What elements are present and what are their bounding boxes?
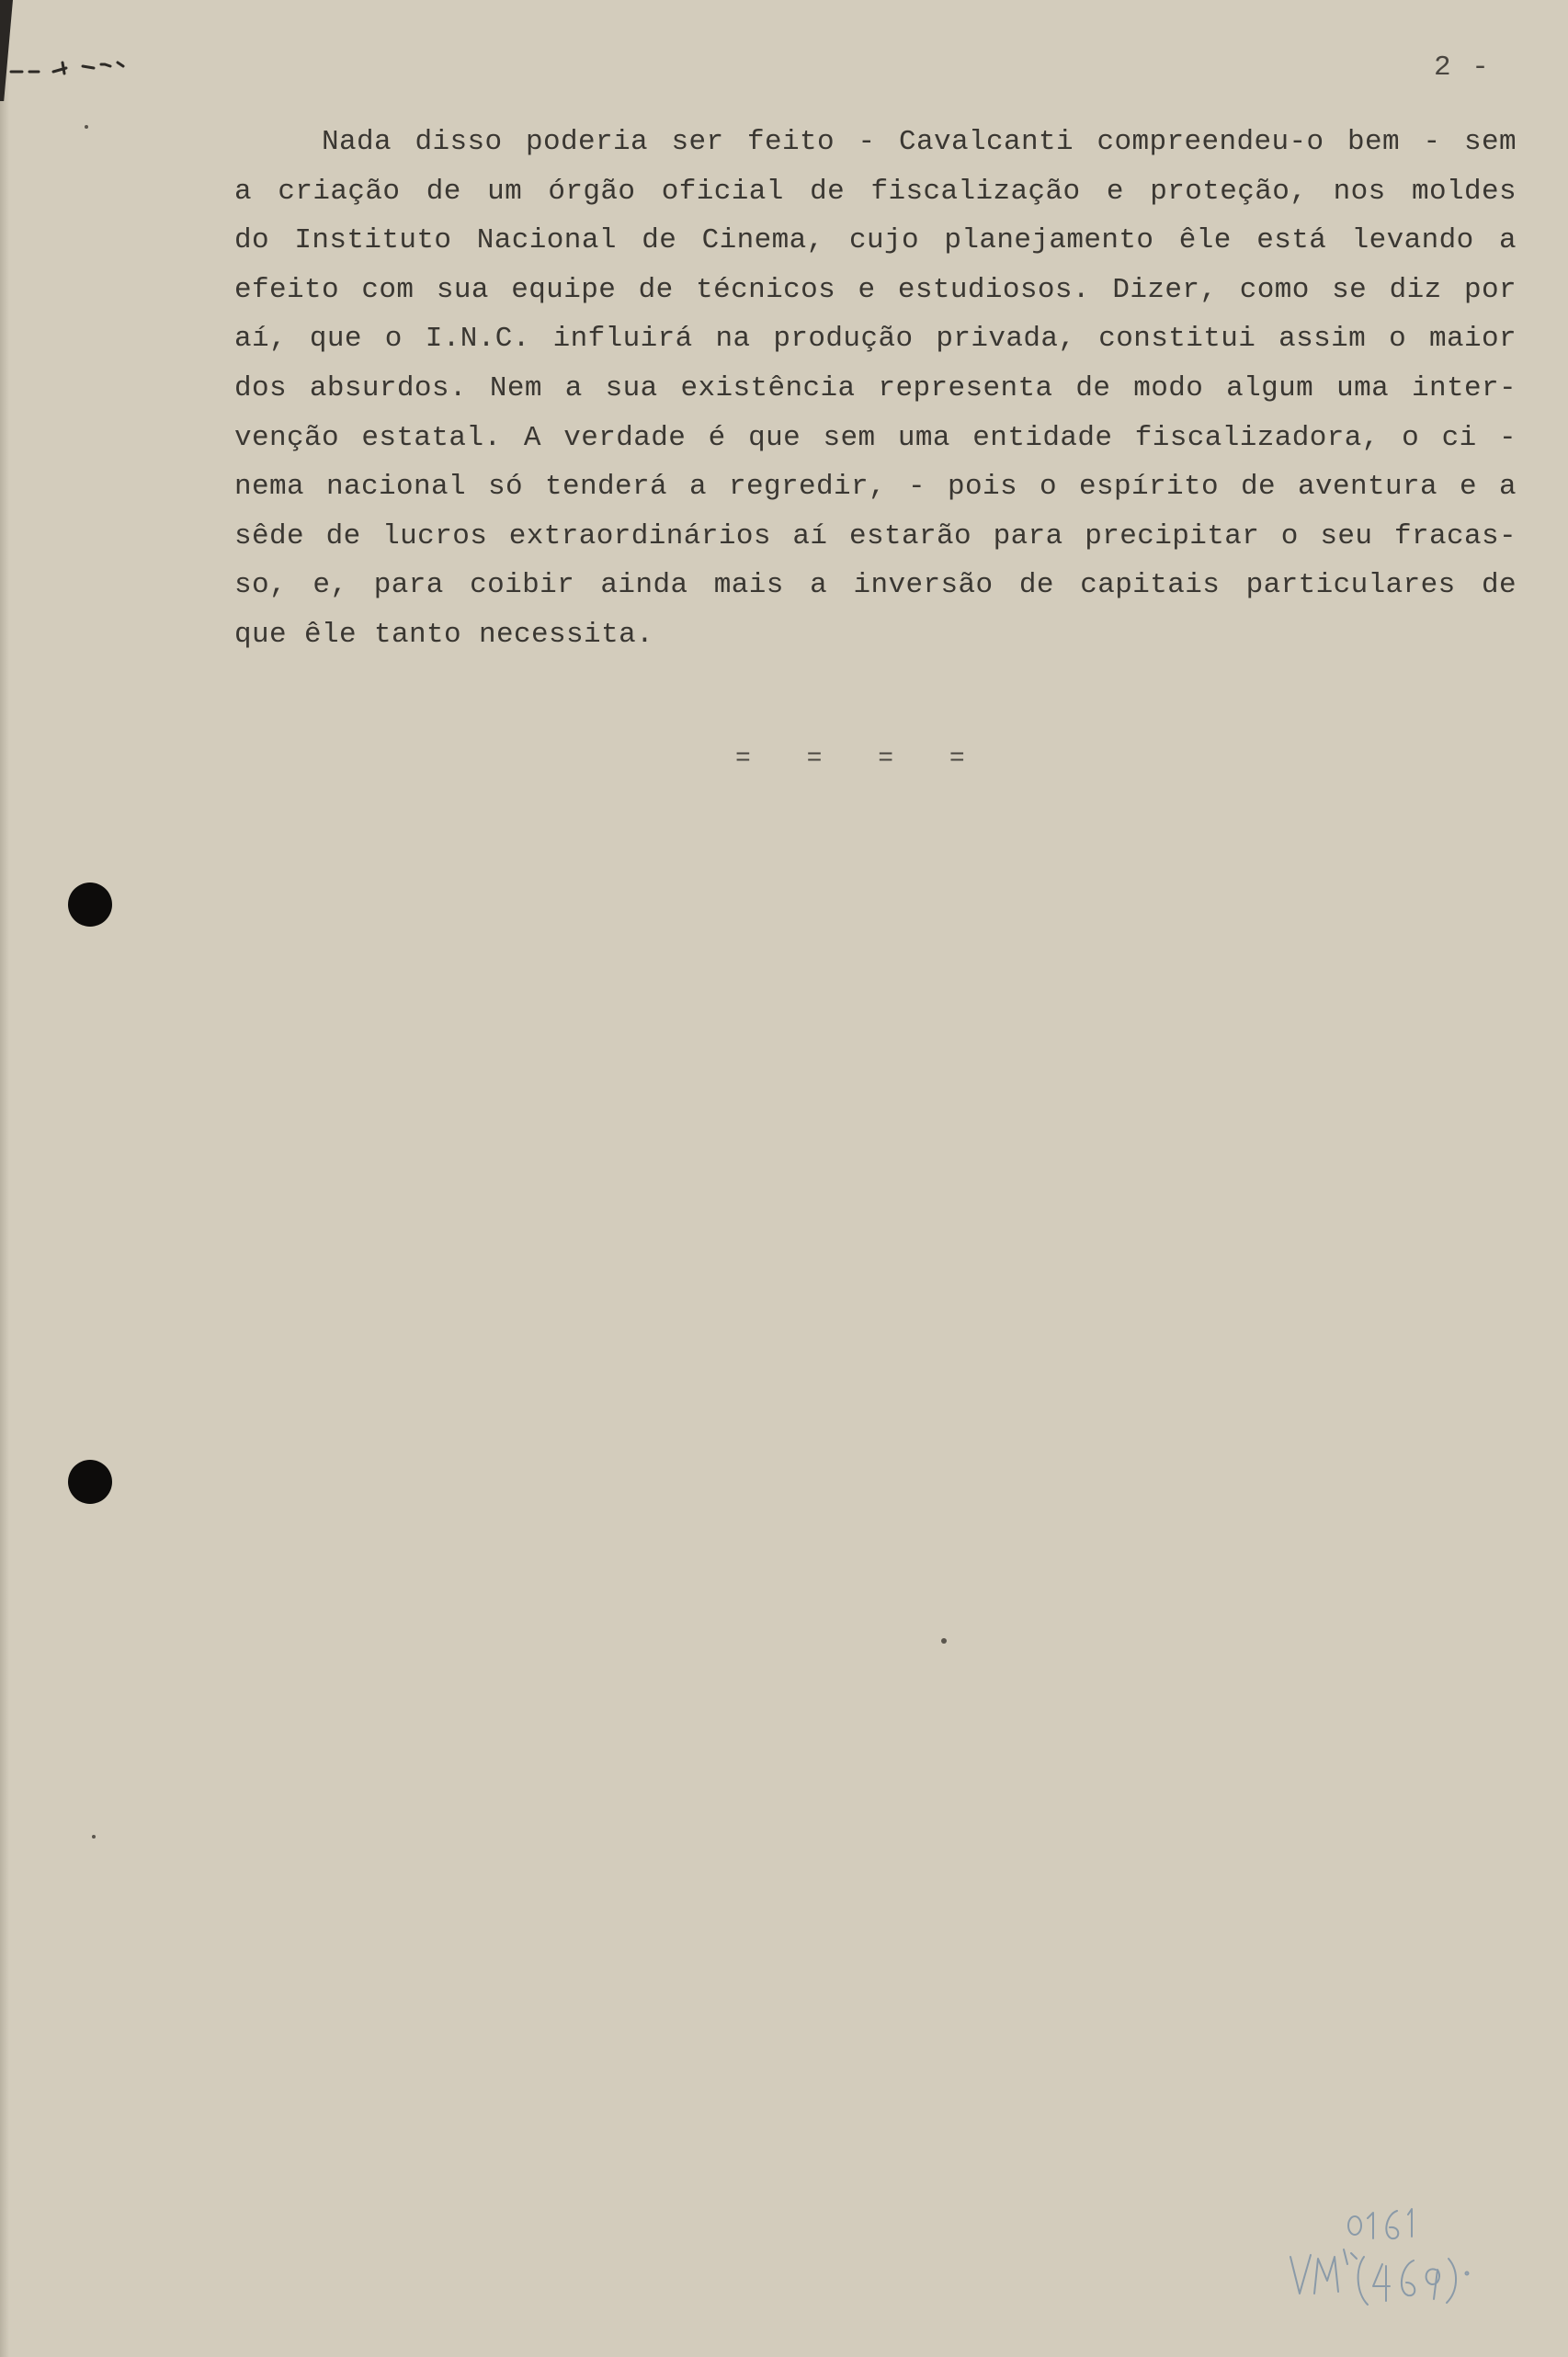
text-line: so, e, para coibir ainda mais a inversão de capitais particulares de — [234, 569, 1517, 602]
punch-hole-bottom — [68, 1460, 112, 1504]
paragraph — [234, 118, 1521, 660]
paper-speck — [941, 1638, 947, 1644]
page-edge-shadow — [0, 0, 9, 2357]
text-line: nema nacional só tenderá a regredir, - pois o espírito de aventura e a — [234, 471, 1517, 504]
text-line: venção estatal. A verdade é que sem uma entidade fiscalizadora, o ci - — [234, 421, 1517, 454]
page-number: 2 - — [1434, 51, 1491, 84]
text-line: efeito com sua equipe de técnicos e estudiosos. Dizer, como se diz por — [234, 273, 1517, 306]
text-line-last: que êle tanto necessita. — [234, 618, 654, 651]
paper-speck — [92, 1835, 96, 1839]
text-line: a criação de um órgão oficial de fiscalização e proteção, nos moldes — [234, 175, 1517, 208]
text-line: aí, que o I.N.C. influirá na produção privada, constitui assim o maior — [234, 323, 1517, 356]
scan-scribble-mark — [9, 44, 193, 81]
text-line: Nada disso poderia ser feito - Cavalcanti compreendeu-o bem - sem — [322, 126, 1517, 158]
section-separator: = = = = — [735, 745, 985, 773]
text-line: do Instituto Nacional de Cinema, cujo planejamento êle está levando a — [234, 224, 1517, 257]
punch-hole-top — [68, 882, 112, 927]
text-line: dos absurdos. Nem a sua existência representa de modo algum uma inter- — [234, 371, 1517, 404]
paper-speck — [85, 125, 88, 129]
handwritten-archive-note — [1278, 2192, 1517, 2321]
text-line: sêde de lucros extraordinários aí estarão para precipitar o seu fracas- — [234, 519, 1517, 552]
